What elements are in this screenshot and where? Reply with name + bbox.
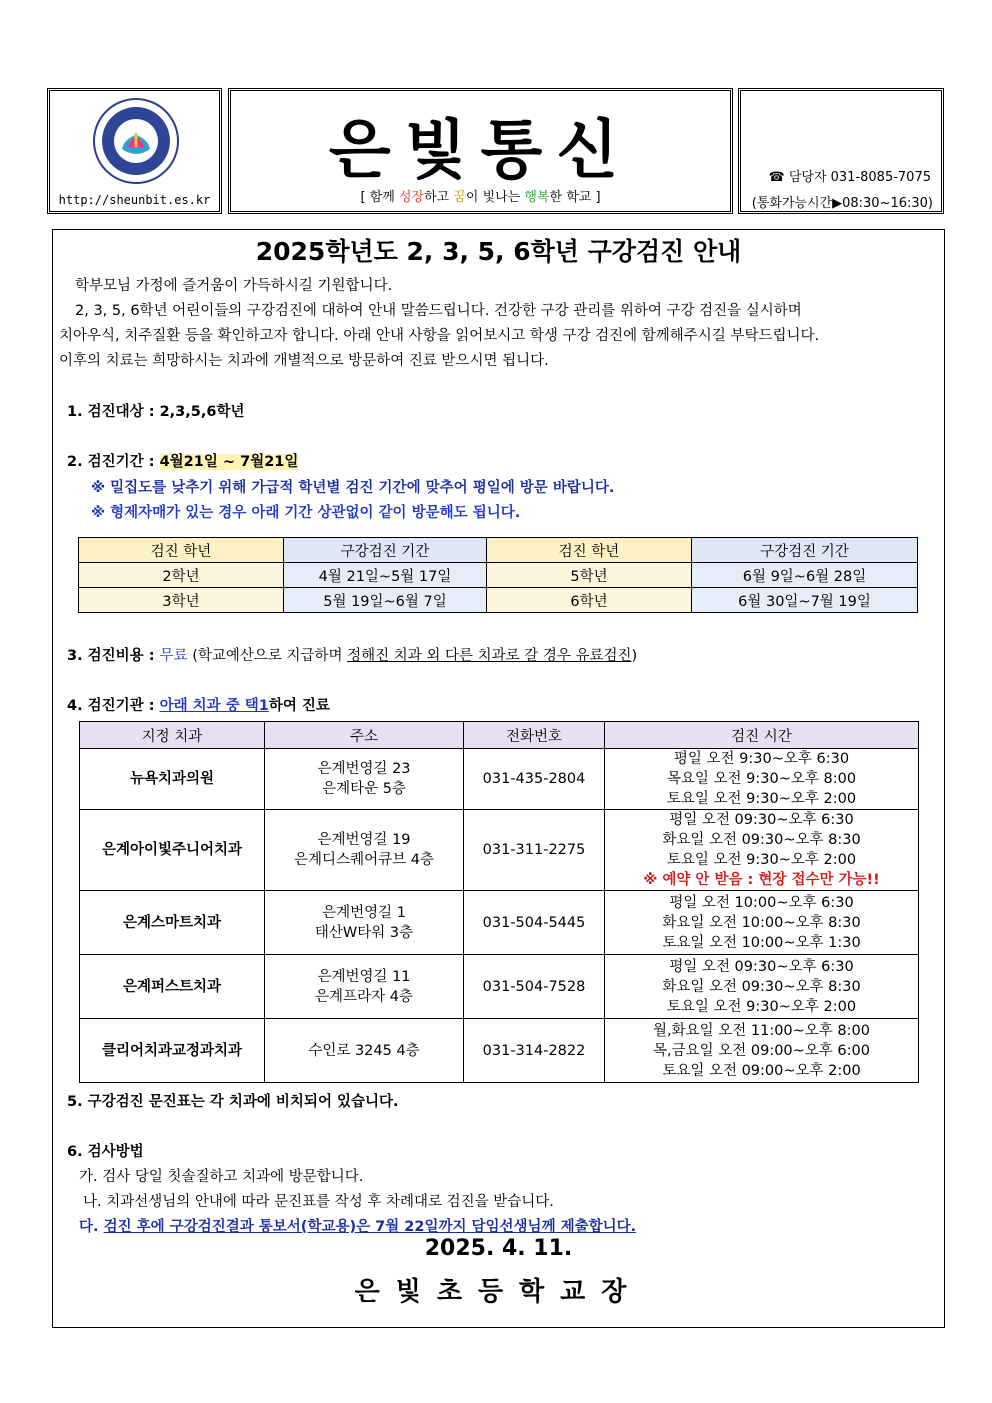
title-box	[228, 88, 733, 214]
clinic-address: 은계번영길 1 태산W타워 3층	[265, 891, 464, 955]
schedule-cell: 3학년	[79, 588, 284, 613]
clinic-phone: 031-504-5445	[464, 891, 605, 955]
intro-line-4: 이후의 치료는 희망하시는 치과에 개별적으로 방문하여 진료 받으시면 됩니다.	[59, 353, 549, 369]
intro-line-1: 학부모님 가정에 즐거움이 가득하시길 기원합니다.	[75, 278, 393, 294]
clinic-hours: 월,화요일 오전 11:00~오후 8:00 목,금요일 오전 09:00~오후 6:00 토요일 오전 09:00~오후 2:00	[605, 1019, 919, 1083]
clinic-table	[79, 721, 919, 1083]
document-title: 2025학년도 2, 3, 5, 6학년 구강검진 안내	[255, 237, 742, 266]
section-institution: 4. 검진기관 : 아래 치과 중 택1하여 진료	[67, 698, 330, 714]
clinic-name: 클리어치과교정과치과	[80, 1019, 265, 1083]
period-note-2: ※ 형제자매가 있는 경우 아래 기간 상관없이 같이 방문해도 됩니다.	[91, 505, 521, 521]
clinic-phone: 031-311-2275	[464, 810, 605, 891]
method-c: 다. 검진 후에 구강검진결과 통보서(학교용)은 7월 22일까지 담임선생님께 제출합니다.	[79, 1219, 637, 1235]
clinic-phone: 031-435-2804	[464, 749, 605, 810]
schedule-header-period-2: 구강검진 기간	[692, 538, 918, 563]
clinic-header-name: 지정 치과	[80, 722, 265, 749]
clinic-name: 뉴욕치과의원	[80, 749, 265, 810]
table-row	[80, 955, 919, 1019]
walk-in-note: ※ 예약 안 받음 : 현장 접수만 가능!!	[643, 872, 880, 888]
clinic-phone: 031-504-7528	[464, 955, 605, 1019]
schedule-header-period-1: 구강검진 기간	[284, 538, 487, 563]
clinic-header-hours: 검진 시간	[605, 722, 919, 749]
slogan: [ 함께 성장하고 꿈이 빛나는 행복한 학교 ]	[360, 190, 601, 205]
schedule-header-grade-1: 검진 학년	[79, 538, 284, 563]
clinic-header-address: 주소	[265, 722, 464, 749]
schedule-cell: 6학년	[487, 588, 692, 613]
newsletter-title: 은빛통신	[328, 114, 633, 188]
table-row	[79, 588, 918, 613]
method-b: 나. 치과선생님의 안내에 따라 문진표를 작성 후 차례대로 검진을 받습니다.	[83, 1194, 554, 1210]
schedule-cell: 4월 21일~5월 17일	[284, 563, 487, 588]
clinic-phone: 031-314-2822	[464, 1019, 605, 1083]
clinic-name: 은계아이빛주니어치과	[80, 810, 265, 891]
schedule-header-grade-2: 검진 학년	[487, 538, 692, 563]
school-logo	[92, 97, 180, 185]
table-row	[79, 563, 918, 588]
clinic-address: 수인로 3245 4층	[265, 1019, 464, 1083]
clinic-address: 은계번영길 11 은계프라자 4층	[265, 955, 464, 1019]
section-method: 6. 검사방법	[67, 1144, 144, 1160]
schedule-cell: 2학년	[79, 563, 284, 588]
table-row	[80, 1019, 919, 1083]
contact-hours: (통화가능시간▶08:30~16:30)	[751, 196, 933, 211]
schedule-cell: 5학년	[487, 563, 692, 588]
section-period: 2. 검진기간 : 4월21일 ~ 7월21일	[67, 454, 299, 470]
section-questionnaire: 5. 구강검진 문진표는 각 치과에 비치되어 있습니다.	[67, 1094, 399, 1110]
signer: 은빛초등학교장	[354, 1277, 643, 1307]
issue-date: 2025. 4. 11.	[424, 1236, 573, 1261]
period-note-1: ※ 밀집도를 낮추기 위해 가급적 학년별 검진 기간에 맞추어 평일에 방문 바랍니다.	[91, 480, 615, 496]
clinic-address: 은계번영길 19 은계디스퀘어큐브 4층	[265, 810, 464, 891]
section-target: 1. 검진대상 : 2,3,5,6학년	[67, 404, 245, 420]
logo-box	[47, 88, 222, 214]
contact-phone: ☎ 담당자 031-8085-7075	[768, 170, 931, 185]
schedule-cell: 5월 19일~6월 7일	[284, 588, 487, 613]
clinic-hours: 평일 오전 09:30~오후 6:30 화요일 오전 09:30~오후 8:30 토요일 오전 9:30~오후 2:00 ※ 예약 안 받음 : 현장 접수만 가능!!	[605, 810, 919, 891]
intro-line-2: 2, 3, 5, 6학년 어린이들의 구강검진에 대하여 안내 말씀드립니다. 건강한 구강 관리를 위하여 구강 검진을 실시하며	[75, 303, 802, 319]
clinic-hours: 평일 오전 09:30~오후 6:30 화요일 오전 09:30~오후 8:30 토요일 오전 9:30~오후 2:00	[605, 955, 919, 1019]
intro-line-3: 치아우식, 치주질환 등을 확인하고자 합니다. 아래 안내 사항을 읽어보시고 학생 구강 검진에 함께해주시길 부탁드립니다.	[59, 328, 820, 344]
clinic-choice-link: 아래 치과 중 택1	[159, 698, 269, 714]
table-row	[80, 810, 919, 891]
clinic-hours: 평일 오전 9:30~오후 6:30 목요일 오전 9:30~오후 8:00 토요일 오전 9:30~오후 2:00	[605, 749, 919, 810]
schedule-cell: 6월 30일~7월 19일	[692, 588, 918, 613]
contact-box	[738, 88, 944, 214]
schedule-cell: 6월 9일~6월 28일	[692, 563, 918, 588]
method-a: 가. 검사 당일 칫솔질하고 치과에 방문합니다.	[79, 1169, 364, 1185]
clinic-name: 은계스마트치과	[80, 891, 265, 955]
section-cost: 3. 검진비용 : 무료 (학교예산으로 지급하며 정해진 치과 외 다른 치과로 갈 경우 유료검진)	[67, 648, 638, 664]
document-body	[52, 229, 945, 1328]
clinic-hours: 평일 오전 10:00~오후 6:30 화요일 오전 10:00~오후 8:30 토요일 오전 10:00~오후 1:30	[605, 891, 919, 955]
clinic-address: 은계번영길 23 은계타운 5층	[265, 749, 464, 810]
schedule-table	[78, 537, 918, 613]
school-url[interactable]: http://sheunbit.es.kr	[58, 193, 211, 207]
clinic-header-phone: 전화번호	[464, 722, 605, 749]
clinic-name: 은계퍼스트치과	[80, 955, 265, 1019]
table-row	[80, 749, 919, 810]
table-row	[80, 891, 919, 955]
